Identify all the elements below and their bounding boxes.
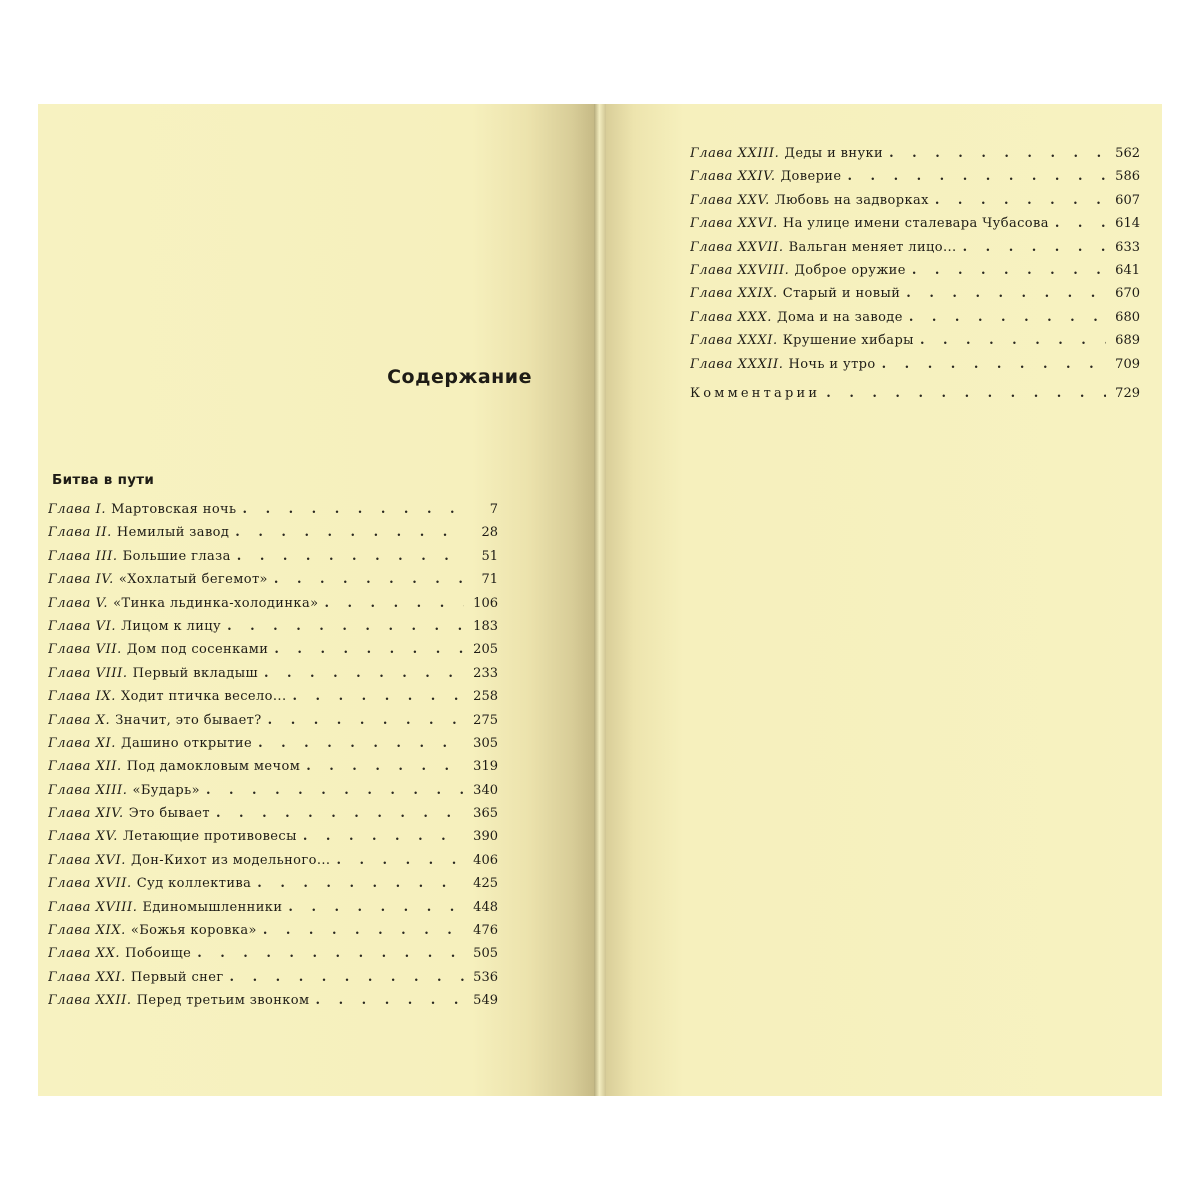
dot-leader xyxy=(263,923,464,938)
toc-entry xyxy=(48,759,498,782)
chapter-label: Глава XXVII. xyxy=(690,239,784,255)
toc-entry xyxy=(48,525,498,548)
toc-entry xyxy=(690,146,1140,169)
chapter-label: Глава XXXII. xyxy=(690,356,784,372)
chapter-title: Ходит птичка весело... xyxy=(121,689,287,705)
chapter-title: Любовь на задворках xyxy=(774,192,929,208)
page-number: 258 xyxy=(473,689,498,705)
part-title: Битва в пути xyxy=(52,472,155,488)
chapter-label: Глава XX. xyxy=(48,946,121,962)
dot-leader xyxy=(206,783,464,798)
chapter-label: Глава XIV. xyxy=(48,806,124,822)
chapter-label: Глава III. xyxy=(48,548,118,564)
dot-leader xyxy=(963,240,1106,255)
toc-entry-commentary xyxy=(690,386,1140,409)
page-number: 607 xyxy=(1115,192,1140,208)
chapter-title: Доверие xyxy=(780,169,842,185)
chapter-label: Глава I. xyxy=(48,502,107,517)
toc-entry xyxy=(690,357,1140,380)
toc-entry xyxy=(48,993,498,1016)
toc-entry xyxy=(48,946,498,969)
page-number: 275 xyxy=(473,712,498,728)
chapter-label: Глава XXVI. xyxy=(690,216,778,232)
toc-entry xyxy=(690,193,1140,216)
chapter-title: Крушение хибары xyxy=(782,333,914,349)
dot-leader xyxy=(227,619,464,634)
dot-leader xyxy=(909,310,1106,325)
toc-entry xyxy=(690,333,1140,356)
chapter-title: Старый и новый xyxy=(782,286,901,302)
dot-leader xyxy=(257,876,464,891)
page-number: 549 xyxy=(473,993,498,1009)
page-number: 365 xyxy=(473,806,498,822)
page-number: 71 xyxy=(481,572,498,588)
dot-leader xyxy=(303,829,464,844)
dot-leader xyxy=(826,386,1106,401)
toc-entry xyxy=(48,970,498,993)
dot-leader xyxy=(216,806,464,821)
dot-leader xyxy=(912,263,1106,278)
chapter-label: Глава VIII. xyxy=(48,665,128,681)
toc-entry xyxy=(48,783,498,806)
chapter-title: Большие глаза xyxy=(122,548,231,564)
chapter-title: Суд коллектива xyxy=(136,876,252,892)
page-number: 183 xyxy=(473,618,498,634)
toc-entry xyxy=(48,806,498,829)
page-number: 536 xyxy=(473,969,498,985)
dot-leader xyxy=(292,689,464,704)
dot-leader xyxy=(1055,216,1106,231)
dot-leader xyxy=(889,146,1106,161)
page-number: 28 xyxy=(481,525,498,541)
toc-entry xyxy=(690,169,1140,192)
chapter-title: Дон-Кихот из модельного... xyxy=(131,852,331,868)
dot-leader xyxy=(230,970,464,985)
toc-entry xyxy=(690,310,1140,333)
chapter-title: «Божья коровка» xyxy=(130,923,257,939)
page-number: 448 xyxy=(473,899,498,915)
chapter-title: «Бударь» xyxy=(132,782,200,798)
chapter-title: Единомышленники xyxy=(142,899,283,915)
chapter-title: Деды и внуки xyxy=(784,146,884,161)
dot-leader xyxy=(306,759,464,774)
page-number: 709 xyxy=(1115,356,1140,372)
chapter-title: Лицом к лицу xyxy=(121,618,222,634)
chapter-label: Глава II. xyxy=(48,525,112,541)
chapter-label: Глава XIX. xyxy=(48,923,126,939)
dot-leader xyxy=(324,596,464,611)
toc-entry xyxy=(690,216,1140,239)
toc-entry xyxy=(48,713,498,736)
book-gutter xyxy=(594,104,606,1096)
toc-title: Содержание xyxy=(387,366,532,388)
dot-leader xyxy=(235,525,464,540)
chapter-title: «Хохлатый бегемот» xyxy=(118,572,268,588)
left-toc-list xyxy=(48,502,498,1017)
chapter-label: Глава XXIV. xyxy=(690,169,776,185)
dot-leader xyxy=(258,736,464,751)
page-number: 633 xyxy=(1115,239,1140,255)
chapter-label: Глава XVII. xyxy=(48,876,132,892)
chapter-title: Дашино открытие xyxy=(121,735,253,751)
page-number: 680 xyxy=(1115,309,1140,325)
chapter-label: Глава IX. xyxy=(48,689,117,705)
dot-leader xyxy=(288,900,464,915)
chapter-title: Первый вкладыш xyxy=(132,665,258,681)
page-number: 319 xyxy=(473,759,498,775)
page-number: 305 xyxy=(473,735,498,751)
chapter-title: Первый снег xyxy=(130,969,224,985)
dot-leader xyxy=(268,713,464,728)
dot-leader xyxy=(882,357,1106,372)
toc-entry xyxy=(48,853,498,876)
toc-entry xyxy=(48,876,498,899)
chapter-label: Глава XVI. xyxy=(48,852,126,868)
toc-entry xyxy=(48,689,498,712)
toc-entry xyxy=(48,923,498,946)
toc-entry xyxy=(48,736,498,759)
page-number: 586 xyxy=(1115,169,1140,185)
page-number: 106 xyxy=(473,595,498,611)
chapter-label: Глава VII. xyxy=(48,642,122,658)
chapter-title: Под дамокловым мечом xyxy=(126,759,301,775)
right-toc-list xyxy=(690,146,1140,409)
chapter-label: Глава X. xyxy=(48,712,111,728)
page-number: 641 xyxy=(1115,262,1140,278)
chapter-title: Доброе оружие xyxy=(794,262,906,278)
chapter-label: Глава V. xyxy=(48,595,109,611)
chapter-label: Глава XXX. xyxy=(690,309,772,325)
page-number: 476 xyxy=(473,923,498,939)
chapter-label: Глава XIII. xyxy=(48,782,128,798)
dot-leader xyxy=(274,642,464,657)
dot-leader xyxy=(316,993,464,1008)
chapter-label: Глава XXIII. xyxy=(690,146,780,161)
chapter-title: Мартовская ночь xyxy=(111,502,237,517)
chapter-title: Это бывает xyxy=(128,806,210,822)
chapter-label: Глава XXII. xyxy=(48,993,132,1009)
page-number: 689 xyxy=(1115,333,1140,349)
chapter-label: Глава IV. xyxy=(48,572,114,588)
commentary-title: Комментарии xyxy=(690,385,821,401)
dot-leader xyxy=(243,502,464,517)
page-number: 670 xyxy=(1115,286,1140,302)
toc-entry xyxy=(48,900,498,923)
dot-leader xyxy=(920,333,1106,348)
toc-entry xyxy=(690,286,1140,309)
chapter-label: Глава XV. xyxy=(48,829,118,845)
toc-entry xyxy=(690,240,1140,263)
chapter-title: На улице имени сталевара Чубасова xyxy=(782,216,1049,232)
chapter-title: Вальган меняет лицо... xyxy=(788,239,957,255)
dot-leader xyxy=(274,572,464,587)
page-number: 340 xyxy=(473,782,498,798)
chapter-title: «Тинка льдинка-холодинка» xyxy=(113,595,319,611)
chapter-title: Летающие противовесы xyxy=(123,829,297,845)
dot-leader xyxy=(264,666,464,681)
chapter-label: Глава XXV. xyxy=(690,192,770,208)
toc-entry xyxy=(48,829,498,852)
chapter-label: Глава XXXI. xyxy=(690,333,778,349)
toc-entry xyxy=(48,619,498,642)
toc-entry xyxy=(48,572,498,595)
toc-entry xyxy=(48,666,498,689)
page-number: 205 xyxy=(473,642,498,658)
page-number: 7 xyxy=(489,502,498,517)
chapter-label: Глава XXVIII. xyxy=(690,262,790,278)
chapter-title: Перед третьим звонком xyxy=(136,993,310,1009)
dot-leader xyxy=(197,946,464,961)
page-number: 505 xyxy=(473,946,498,962)
page-number: 406 xyxy=(473,852,498,868)
toc-entry xyxy=(48,596,498,619)
chapter-title: Дом под сосенками xyxy=(126,642,269,658)
dot-leader xyxy=(237,549,464,564)
chapter-title: Дома и на заводе xyxy=(776,309,903,325)
chapter-label: Глава XVIII. xyxy=(48,899,138,915)
chapter-label: Глава VI. xyxy=(48,618,117,634)
page-number: 390 xyxy=(473,829,498,845)
chapter-title: Ночь и утро xyxy=(788,356,876,372)
chapter-title: Немилый завод xyxy=(116,525,230,541)
page-number: 425 xyxy=(473,876,498,892)
dot-leader xyxy=(935,193,1106,208)
dot-leader xyxy=(336,853,464,868)
page-number: 51 xyxy=(481,548,498,564)
toc-entry xyxy=(48,549,498,572)
chapter-title: Побоище xyxy=(125,946,192,962)
chapter-label: Глава XI. xyxy=(48,735,117,751)
page-number: 614 xyxy=(1115,216,1140,232)
chapter-title: Значит, это бывает? xyxy=(115,712,262,728)
page-number: 562 xyxy=(1115,146,1140,161)
page-number: 233 xyxy=(473,665,498,681)
page-number: 729 xyxy=(1115,385,1140,401)
chapter-label: Глава XII. xyxy=(48,759,122,775)
dot-leader xyxy=(906,286,1106,301)
toc-entry xyxy=(690,263,1140,286)
chapter-label: Глава XXIX. xyxy=(690,286,778,302)
right-page xyxy=(606,104,1162,1096)
toc-entry xyxy=(48,502,498,525)
left-page xyxy=(38,104,594,1096)
toc-entry xyxy=(48,642,498,665)
dot-leader xyxy=(847,169,1106,184)
chapter-label: Глава XXI. xyxy=(48,969,126,985)
